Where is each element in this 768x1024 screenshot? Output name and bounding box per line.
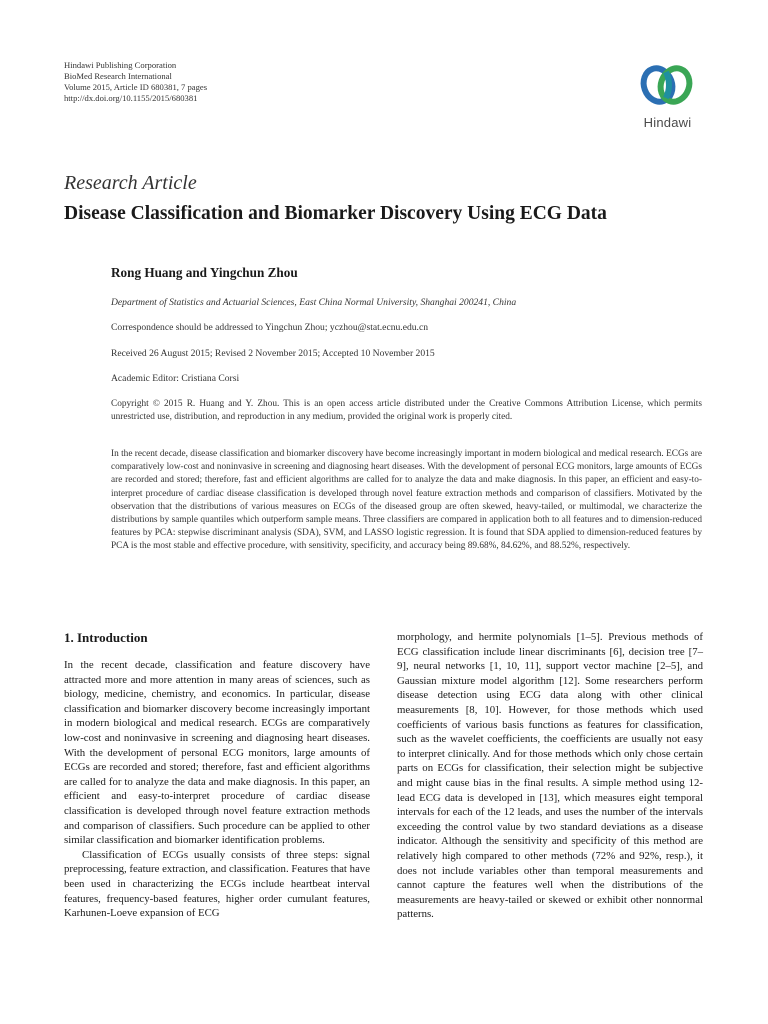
affiliation: Department of Statistics and Actuarial Sciences, East China Normal University, Shanghai 200241, China [111, 297, 517, 308]
publisher-name: Hindawi Publishing Corporation [64, 60, 177, 70]
paragraph: Classification of ECGs usually consists of three steps: signal preprocessing, feature extraction, and classification. Features that have been used in characterizing the ECGs include heartbeat interval features, frequency-based features, higher order cumulant features, Karhunen-Loeve expansion of ECG [64, 848, 370, 920]
copyright-notice: Copyright © 2015 R. Huang and Y. Zhou. This is an open access article distributed under the Creative Commons Attribution License, which permits unrestricted use, distribution, and reproduction in any medium, provided the original work is properly cited. [111, 399, 702, 423]
abstract: In the recent decade, disease classification and biomarker discovery have become increasingly important in modern biological and medical research. ECGs are comparatively low-cost and noninvasive in screening and diagnosing heart diseases. With the development of personal ECG monitors, large amounts of ECGs are recorded and stored; therefore, fast and efficient algorithms are called for to analyze the data and make diagnosis. In this paper, an efficient and easy-to-interpret procedure of cardiac disease classification is developed through novel feature extraction methods and comparison of classifiers. Motivated by the observation that the distributions of various measures on ECGs of the diseased group are often skewed, heavy-tailed, or multimodal, we characterize the distributions by sample quantiles which outperform sample means. Three classifiers are compared in application both to all features and to dimension-reduced features by PCA: stepwise discriminant analysis (SDA), SVM, and LASSO logistic regression. It is found that SDA applied to dimension-reduced features by PCA is the most stable and effective procedure, with sensitivity, specificity, and accuracy being 89.68%, 84.62%, and 88.52%, respectively. [111, 449, 702, 552]
paragraph: In the recent decade, classification and feature discovery have attracted more and more attention in many areas of sciences, such as biology, medicine, chemistry, and economics. In particular, disease classification and biomarker discovery become increasingly important in modern biological and medical research. ECGs are comparatively low-cost and noninvasive in screening and diagnosing heart diseases. With the development of personal ECG monitors, large amounts of ECGs are recorded and stored; therefore, fast and efficient algorithms are called for to analyze the data and make diagnosis. In this paper, an efficient and easy-to-interpret procedure of cardiac disease classification is developed through novel feature extraction methods and comparison of classifiers. Such procedure can be applied to other similar classification and biomarker identification problems. [64, 659, 370, 847]
correspondence: Correspondence should be addressed to Yingchun Zhou; yczhou@stat.ecnu.edu.cn [111, 322, 428, 333]
paragraph: morphology, and hermite polynomials [1–5]. Previous methods of ECG classification include linear discriminants [6], decision tree [7–9], neural networks [1, 10, 11], support vector machine [2–5], and Gaussian mixture model algorithm [12]. Some researchers perform disease detection using ECG data along with other clinical measurements [8, 10]. However, for those methods which used coefficients of various basis functions as features for classification, such as the wavelet coefficients, the coefficients are usually not easy to interpret clinically. And for those methods which only chose certain parts on ECGs for classification, their selection might be subjective and might cause bias in the final results. A simple method using 12-lead ECG data is developed in [13], which measures eight temporal intervals for each of the 12 leads, and uses the number of the intervals exceeding the control value by two standard deviations as a disease indicator. Although the sensitivity and specificity of this method are relatively high compared to other methods (72% and 92%, resp.), it does not include variables other than temporal measurements and cannot capture the features well when the distributions of the measurements are heavy-tailed or skewed or exhibit other nonnormal patterns. [397, 631, 703, 921]
academic-editor: Academic Editor: Cristiana Corsi [111, 373, 240, 384]
right-column [397, 630, 703, 922]
doi-link[interactable]: http://dx.doi.org/10.1155/2015/680381 [64, 93, 198, 103]
journal-name: BioMed Research International [64, 71, 172, 81]
authors: Rong Huang and Yingchun Zhou [111, 265, 298, 280]
page-title: Disease Classification and Biomarker Discovery Using ECG Data [64, 203, 607, 224]
volume-info: Volume 2015, Article ID 680381, 7 pages [64, 82, 208, 92]
hindawi-rings-icon [638, 60, 696, 110]
logo-wordmark: Hindawi [643, 115, 692, 130]
dates: Received 26 August 2015; Revised 2 November 2015; Accepted 10 November 2015 [111, 348, 435, 359]
section-heading: 1. Introduction [64, 630, 148, 645]
article-type: Research Article [64, 172, 197, 194]
journal-metadata [64, 60, 207, 104]
hindawi-logo [630, 60, 705, 132]
left-column [64, 658, 370, 921]
